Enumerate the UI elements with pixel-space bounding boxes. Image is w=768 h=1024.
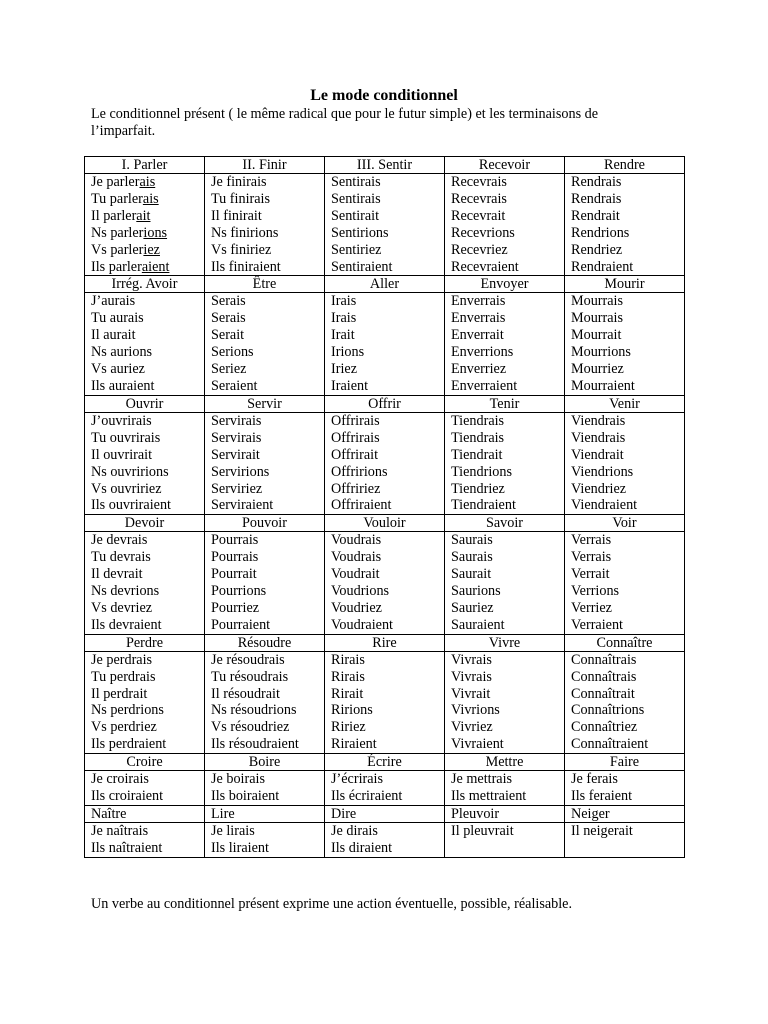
conjugated-form: Voudrais <box>331 532 382 549</box>
conjugated-form: Sentirions <box>331 224 389 241</box>
conjugated-form: Je mettrais <box>451 771 513 788</box>
conjugated-form: Tiendrais <box>451 429 505 446</box>
conjugated-form: Ils perdraient <box>91 736 167 753</box>
verb-name: Envoyer <box>445 276 565 293</box>
conjugated-form: Il résoudrait <box>211 685 280 702</box>
conjugated-form: Iraient <box>331 377 369 394</box>
conjugated-form: Offrirais <box>331 412 380 429</box>
conjugated-form: Enverrais <box>451 310 506 327</box>
verb-name: II. Finir <box>205 157 325 174</box>
conjugated-form: Tu ouvrirais <box>91 429 161 446</box>
conjugated-form: Enverrais <box>451 293 506 310</box>
conjugated-form: Sauraient <box>451 616 505 633</box>
conjugated-form: Vs ouvririez <box>91 480 162 497</box>
conjugated-form: Connaîtraient <box>571 736 649 753</box>
conjugated-form: Vivrait <box>451 685 491 702</box>
conjugated-form: Je dirais <box>331 823 378 839</box>
verb-ending: ait <box>136 207 151 224</box>
verb-name: Tenir <box>445 395 565 412</box>
conjugated-form: Tu perdrais <box>91 668 156 685</box>
conjugated-form: Connaîtrions <box>571 702 645 719</box>
conjugated-form: Ns résoudrions <box>211 702 297 719</box>
conjugated-form: Tu devrais <box>91 549 151 566</box>
conjugated-form: Viendrais <box>571 429 626 446</box>
verb-name: Rendre <box>565 157 685 174</box>
conjugated-form: Connaîtrait <box>571 685 635 702</box>
conjugation-cell <box>85 651 205 753</box>
conjugated-form: Ils devraient <box>91 616 162 633</box>
verb-name: Dire <box>325 806 445 823</box>
verb-name: Vouloir <box>325 515 445 532</box>
verb-header-row <box>85 634 685 651</box>
conjugated-form: Il perdrait <box>91 685 148 702</box>
conjugation-row <box>85 174 685 276</box>
conjugated-form: Je finirais <box>211 174 267 190</box>
conjugated-form: Servirions <box>211 463 270 480</box>
conjugated-form: Pourriez <box>211 599 260 616</box>
verb-name: Lire <box>205 806 325 823</box>
conjugated-form: Rendriez <box>571 241 623 258</box>
verb-name: Boire <box>205 754 325 771</box>
verb-ending: ais <box>142 190 159 207</box>
conjugated-form: Irais <box>331 293 357 310</box>
conjugated-form: Serais <box>211 293 246 310</box>
conjugation-cell <box>445 532 565 634</box>
conjugated-form: J’ouvrirais <box>91 412 152 429</box>
verb-name: Perdre <box>85 634 205 651</box>
conjugated-form: Ns perdrions <box>91 702 164 719</box>
conjugation-row <box>85 771 685 806</box>
conjugated-form: Tiendrait <box>451 446 503 463</box>
conjugated-form: Ririez <box>331 719 366 736</box>
conjugated-form: Offrirait <box>331 446 379 463</box>
verb-name: Rire <box>325 634 445 651</box>
conjugation-cell <box>325 412 445 514</box>
conjugated-form: Verrions <box>571 583 620 600</box>
conjugated-form: Ils croiraient <box>91 788 164 805</box>
verb-stem: Tu parler <box>91 190 143 207</box>
conjugated-form: Il finirait <box>211 207 262 224</box>
conjugated-form: Ns ouvririons <box>91 463 169 480</box>
verb-name: Savoir <box>445 515 565 532</box>
conjugated-form: Pourrions <box>211 583 267 600</box>
verb-header-row <box>85 515 685 532</box>
conjugated-form: J’aurais <box>91 293 136 310</box>
conjugated-form: Mourraient <box>571 377 635 394</box>
conjugated-form: Sentirais <box>331 190 381 207</box>
intro-line-2: l’imparfait. <box>91 123 156 139</box>
conjugated-form: Seraient <box>211 377 258 394</box>
verb-name: Venir <box>565 395 685 412</box>
verb-header-row <box>85 395 685 412</box>
conjugated-form: Enverrions <box>451 344 514 361</box>
conjugated-form: Ns finirions <box>211 224 279 241</box>
verb-header-row <box>85 157 685 174</box>
conjugated-form <box>91 259 204 276</box>
verb-name: Faire <box>565 754 685 771</box>
conjugated-form: Serviriez <box>211 480 263 497</box>
conjugated-form: Offririez <box>331 480 381 497</box>
conjugation-cell <box>85 771 205 806</box>
conjugated-form: Sentiriez <box>331 241 382 258</box>
conjugated-form: Je naîtrais <box>91 823 149 839</box>
conjugated-form: Ils boiraient <box>211 788 280 805</box>
conjugation-cell <box>565 651 685 753</box>
conjugated-form: Voudrais <box>331 549 382 566</box>
conjugated-form: Je lirais <box>211 823 255 839</box>
conjugated-form: Serions <box>211 344 254 361</box>
conjugated-form: Ils liraient <box>211 839 269 856</box>
conjugated-form: Il pleuvrait <box>451 823 514 839</box>
conjugation-cell <box>205 823 325 858</box>
conjugated-form: Riraient <box>331 736 377 753</box>
verb-stem: Vs parler <box>91 241 144 258</box>
conjugated-form: Saurais <box>451 549 493 566</box>
conjugation-cell <box>565 532 685 634</box>
verb-name: Connaître <box>565 634 685 651</box>
conjugated-form: Ns devrions <box>91 583 160 600</box>
conjugated-form: Saurais <box>451 532 493 549</box>
intro-paragraph <box>91 106 671 140</box>
conjugated-form: Vivrions <box>451 702 500 719</box>
verb-stem: Je parler <box>91 174 140 190</box>
verb-ending: iez <box>143 241 160 258</box>
conjugated-form: Voudriez <box>331 599 382 616</box>
conjugated-form: Rendrions <box>571 224 630 241</box>
conjugated-form: Vs finiriez <box>211 241 272 258</box>
conjugated-form: Vivriez <box>451 719 493 736</box>
verb-name: Servir <box>205 395 325 412</box>
verb-stem: Ils parler <box>91 258 142 275</box>
conjugated-form: Il neigerait <box>571 823 633 839</box>
conjugated-form: Viendriez <box>571 480 627 497</box>
conjugation-cell <box>85 412 205 514</box>
conjugated-form: Servirait <box>211 446 260 463</box>
verb-name: Devoir <box>85 515 205 532</box>
conjugated-form: Ils auraient <box>91 377 155 394</box>
conjugated-form: Rendrait <box>571 207 620 224</box>
conjugated-form: Seriez <box>211 361 247 378</box>
conjugated-form: Je résoudrais <box>211 651 285 668</box>
conjugated-form: Sentirais <box>331 174 381 190</box>
verb-name: Vivre <box>445 634 565 651</box>
conjugated-form: Sauriez <box>451 599 494 616</box>
conjugation-cell <box>205 174 325 276</box>
conjugated-form: J’écrirais <box>331 771 383 788</box>
conjugated-form: Sentiraient <box>331 258 393 275</box>
conjugated-form: Vs résoudriez <box>211 719 290 736</box>
conjugated-form: Pourrais <box>211 532 259 549</box>
conjugated-form: Rendrais <box>571 190 622 207</box>
conjugated-form: Offrirais <box>331 429 380 446</box>
conjugated-form: Enverriez <box>451 361 507 378</box>
conjugated-form: Viendrions <box>571 463 634 480</box>
conjugated-form: Il ouvrirait <box>91 446 153 463</box>
intro-line-1: Le conditionnel présent ( le même radical que pour le futur simple) et les terminaisons de <box>91 106 599 122</box>
conjugation-cell <box>325 771 445 806</box>
conjugation-cell <box>445 174 565 276</box>
conjugated-form: Irait <box>331 327 355 344</box>
conjugation-cell <box>565 771 685 806</box>
conjugated-form: Tiendrais <box>451 412 505 429</box>
conjugated-form: Connaîtrais <box>571 668 637 685</box>
conjugated-form <box>91 208 204 225</box>
verb-stem: Il parler <box>91 207 137 224</box>
verb-name: Neiger <box>565 806 685 823</box>
conjugated-form: Tu résoudrais <box>211 668 289 685</box>
verb-ending: ais <box>139 174 156 190</box>
conjugation-cell <box>565 293 685 395</box>
page-title: Le mode conditionnel <box>310 87 458 104</box>
conjugated-form: Mourriez <box>571 361 624 378</box>
conjugation-table <box>84 156 685 858</box>
verb-name: Naître <box>85 806 205 823</box>
conjugated-form: Ns aurions <box>91 344 153 361</box>
conjugated-form: Enverrait <box>451 327 504 344</box>
conjugation-row <box>85 412 685 514</box>
verb-name: Être <box>205 276 325 293</box>
conjugated-form: Il aurait <box>91 327 136 344</box>
conjugated-form: Enverraient <box>451 377 518 394</box>
verb-ending: aient <box>141 258 170 275</box>
conjugated-form: Ils résoudraient <box>211 736 299 753</box>
conjugated-form: Tu aurais <box>91 310 144 327</box>
conjugated-form: Je perdrais <box>91 651 153 668</box>
conjugated-form: Vivraient <box>451 736 504 753</box>
conjugation-cell <box>85 293 205 395</box>
conjugated-form: Servirais <box>211 412 262 429</box>
conjugation-cell <box>325 532 445 634</box>
conjugated-form: Connaîtrais <box>571 651 637 668</box>
conjugated-form <box>91 174 204 191</box>
verb-name: Pouvoir <box>205 515 325 532</box>
conjugated-form: Mourrions <box>571 344 631 361</box>
conjugated-form: Ils diraient <box>331 839 393 856</box>
verb-name: Voir <box>565 515 685 532</box>
conjugation-cell <box>325 823 445 858</box>
conjugated-form: Recevriez <box>451 241 508 258</box>
conjugation-cell <box>445 293 565 395</box>
conjugated-form: Voudraient <box>331 616 393 633</box>
conjugated-form: Ils naîtraient <box>91 839 163 856</box>
conjugated-form: Rirait <box>331 685 364 702</box>
conjugation-cell <box>85 823 205 858</box>
conjugated-form: Verrait <box>571 566 610 583</box>
verb-stem: Ns parler <box>91 224 144 241</box>
conjugated-form <box>91 242 204 259</box>
conjugation-cell <box>205 412 325 514</box>
conjugation-cell <box>85 174 205 276</box>
conjugated-form: Je devrais <box>91 532 148 549</box>
conjugated-form: Vivrais <box>451 651 492 668</box>
conjugated-form: Vivrais <box>451 668 492 685</box>
conjugated-form: Verriez <box>571 599 612 616</box>
verb-ending: ions <box>143 224 168 241</box>
verb-name: Mourir <box>565 276 685 293</box>
conjugated-form: Vs perdriez <box>91 719 157 736</box>
conjugated-form: Pourrait <box>211 566 257 583</box>
verb-name: I. Parler <box>85 157 205 174</box>
conjugated-form: Rendrais <box>571 174 622 190</box>
conjugated-form: Viendrait <box>571 446 624 463</box>
conjugated-form: Je boirais <box>211 771 265 788</box>
conjugated-form: Serait <box>211 327 245 344</box>
conjugated-form: Ils ouvriraient <box>91 497 171 514</box>
conjugation-cell <box>565 174 685 276</box>
verb-name: Aller <box>325 276 445 293</box>
conjugated-form: Pourrais <box>211 549 259 566</box>
conjugated-form: Offriraient <box>331 497 392 514</box>
conjugation-cell <box>565 823 685 858</box>
conjugated-form: Irais <box>331 310 357 327</box>
conjugated-form: Sentirait <box>331 207 380 224</box>
conjugated-form: Iriez <box>331 361 357 378</box>
verb-name: Recevoir <box>445 157 565 174</box>
conjugated-form: Recevrait <box>451 207 506 224</box>
conjugated-form: Verrais <box>571 549 612 566</box>
conjugated-form: Voudrait <box>331 566 380 583</box>
conjugated-form: Mourrait <box>571 327 622 344</box>
conjugated-form: Saurions <box>451 583 501 600</box>
verb-name: Offrir <box>325 395 445 412</box>
conjugation-row <box>85 823 685 858</box>
conjugated-form: Viendrais <box>571 412 626 429</box>
conjugated-form: Ils mettraient <box>451 788 527 805</box>
conjugated-form: Je croirais <box>91 771 149 788</box>
conjugation-cell <box>85 532 205 634</box>
conjugation-cell <box>325 293 445 395</box>
conjugated-form: Recevraient <box>451 258 519 275</box>
conjugation-row <box>85 293 685 395</box>
verb-name: Résoudre <box>205 634 325 651</box>
verb-header-row <box>85 276 685 293</box>
conjugated-form: Vs devriez <box>91 599 153 616</box>
conjugated-form: Tu finirais <box>211 190 270 207</box>
conjugated-form: Ils finiraient <box>211 258 281 275</box>
conjugated-form: Recevrions <box>451 224 515 241</box>
conjugated-form <box>91 225 204 242</box>
conjugated-form: Voudrions <box>331 583 390 600</box>
conjugated-form: Connaîtriez <box>571 719 638 736</box>
conjugated-form: Rendraient <box>571 258 634 275</box>
conjugated-form: Il devrait <box>91 566 143 583</box>
conjugated-form: Rirais <box>331 668 365 685</box>
conjugation-row <box>85 651 685 753</box>
conjugated-form: Viendraient <box>571 497 638 514</box>
conjugated-form: Mourrais <box>571 293 624 310</box>
conjugated-form: Verraient <box>571 616 623 633</box>
conjugation-cell <box>445 412 565 514</box>
verb-name: Irrég. Avoir <box>85 276 205 293</box>
conjugation-cell <box>325 174 445 276</box>
conjugation-cell <box>445 771 565 806</box>
conjugated-form: Je ferais <box>571 771 618 788</box>
conjugated-form: Mourrais <box>571 310 624 327</box>
conjugation-cell <box>445 651 565 753</box>
conjugated-form: Servirais <box>211 429 262 446</box>
conjugated-form: Recevrais <box>451 190 507 207</box>
conjugated-form: Recevrais <box>451 174 507 190</box>
conjugated-form: Irions <box>331 344 365 361</box>
conjugation-cell <box>205 293 325 395</box>
footer-note: Un verbe au conditionnel présent exprime une action éventuelle, possible, réalisable. <box>91 896 573 912</box>
conjugation-cell <box>205 771 325 806</box>
conjugation-cell <box>205 532 325 634</box>
verb-name: Mettre <box>445 754 565 771</box>
conjugated-form: Tiendraient <box>451 497 516 514</box>
conjugated-form: Tiendrions <box>451 463 512 480</box>
verb-name: III. Sentir <box>325 157 445 174</box>
conjugated-form: Saurait <box>451 566 492 583</box>
conjugated-form: Vs auriez <box>91 361 145 378</box>
conjugated-form: Ils feraient <box>571 788 633 805</box>
conjugation-row <box>85 532 685 634</box>
conjugated-form: Serais <box>211 310 246 327</box>
conjugated-form: Pourraient <box>211 616 271 633</box>
verb-name: Pleuvoir <box>445 806 565 823</box>
verb-name: Ouvrir <box>85 395 205 412</box>
conjugated-form: Ils écriraient <box>331 788 403 805</box>
conjugated-form: Verrais <box>571 532 612 549</box>
conjugation-cell <box>205 651 325 753</box>
verb-name: Écrire <box>325 754 445 771</box>
conjugation-cell <box>565 412 685 514</box>
verb-header-row <box>85 806 685 823</box>
verb-name: Croire <box>85 754 205 771</box>
conjugated-form: Rirais <box>331 651 365 668</box>
conjugation-cell <box>325 651 445 753</box>
conjugated-form: Ririons <box>331 702 373 719</box>
conjugated-form: Serviraient <box>211 497 274 514</box>
conjugated-form <box>91 191 204 208</box>
conjugated-form: Offririons <box>331 463 388 480</box>
conjugated-form: Tiendriez <box>451 480 505 497</box>
verb-header-row <box>85 754 685 771</box>
conjugation-cell <box>445 823 565 858</box>
